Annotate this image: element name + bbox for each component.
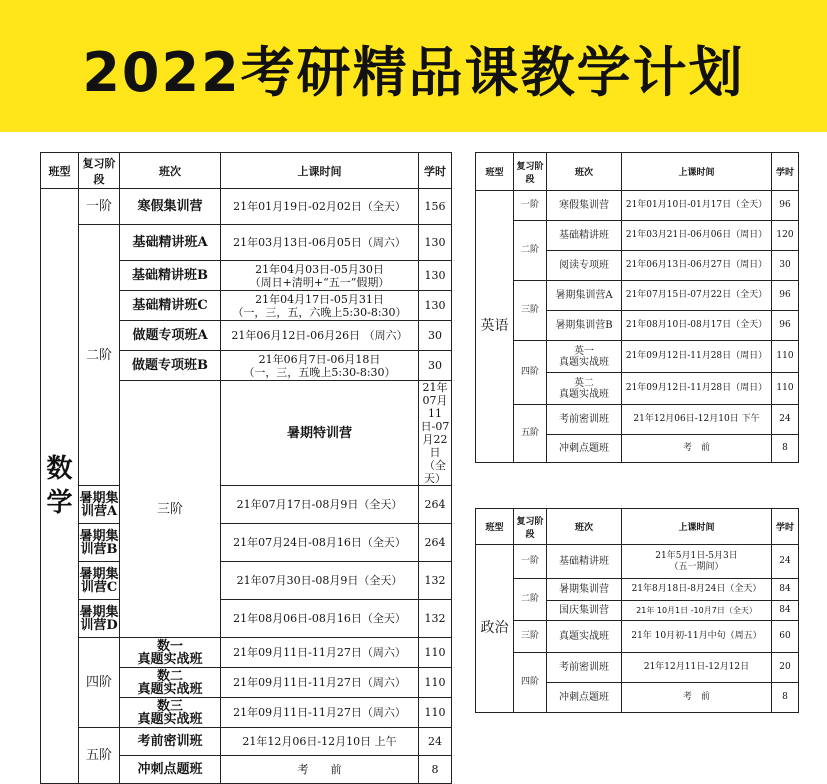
table-row [476,405,799,435]
session-name: 真题实战班 [547,621,622,653]
session-hours: 30 [419,351,452,381]
session-time: 21年01月10日-01月17日（全天） [622,191,772,221]
table-row [41,638,452,668]
table-row [476,545,799,579]
table-row [476,281,799,311]
table-row [41,486,452,524]
session-hours: 130 [419,261,452,291]
session-time: 21年03月21日-06月06日（周日） [622,221,772,251]
politics-schedule-table [475,508,799,713]
session-name: 基础精讲班C [120,291,221,321]
session-hours: 130 [419,291,452,321]
stage-cell: 四阶 [514,653,547,713]
english-schedule-table [475,152,799,463]
session-name: 暑期集训营A [547,281,622,311]
subject-cell: 英语 [476,191,514,463]
session-time: 21年09月12日-11月28日（周日） [622,373,772,405]
session-hours: 30 [419,321,452,351]
header-hours: 学时 [419,153,452,189]
page-title: 2022考研精品课教学计划 [82,41,745,104]
session-hours: 30 [772,251,799,281]
session-time: 21年8月18日-8月24日（全天） [622,579,772,601]
session-hours: 132 [419,600,452,638]
session-hours: 24 [772,405,799,435]
session-name: 暑期集训营B [547,311,622,341]
stage-cell: 四阶 [514,341,547,405]
header-hours: 学时 [772,153,799,191]
stage-cell: 三阶 [120,381,221,638]
session-hours: 264 [419,524,452,562]
session-name: 基础精讲班 [547,545,622,579]
session-time: 21年 10月1日 -10月7日（全天） [622,601,772,621]
stage-cell: 五阶 [514,405,547,463]
session-time: 考 前 [622,435,772,463]
stage-cell: 四阶 [79,638,120,728]
session-time: 21年12月11日-12月12日 [622,653,772,683]
session-time: 21年06月13日-06月27日（周日） [622,251,772,281]
session-hours: 24 [772,545,799,579]
header-session: 班次 [120,153,221,189]
session-name: 基础精讲班A [120,225,221,261]
stage-cell: 一阶 [79,189,120,225]
session-hours: 8 [772,435,799,463]
session-time: 21年07月15日-07月22日（全天） [622,281,772,311]
session-time: 21年5月1日-5月3日 （五一期间） [622,545,772,579]
session-name: 做题专项班A [120,321,221,351]
session-hours: 110 [419,668,452,698]
session-time: 21年12月06日-12月10日 下午 [622,405,772,435]
table-row [41,524,452,562]
session-time: 21年08月10日-08月17日（全天） [622,311,772,341]
session-time: 考 前 [221,756,419,784]
session-time: 21年09月11日-11月27日（周六） [221,668,419,698]
header-class-type: 班型 [476,153,514,191]
session-hours: 96 [772,311,799,341]
stage-cell: 三阶 [514,621,547,653]
math-schedule-table [40,152,452,784]
stage-cell: 三阶 [514,281,547,341]
table-row [476,191,799,221]
session-name: 冲刺点题班 [547,683,622,713]
stage-cell: 一阶 [514,191,547,221]
stage-cell: 一阶 [514,545,547,579]
session-time: 21年07月17日-08月9日（全天） [221,486,419,524]
table-row [476,579,799,601]
session-time: 21年09月11日-11月27日（周六） [221,638,419,668]
session-time: 21年09月11日-11月27日（周六） [221,698,419,728]
session-name: 考前密训班 [120,728,221,756]
session-name: 寒假集训营 [547,191,622,221]
session-name: 暑期集训营A [79,486,120,524]
header-class-time: 上课时间 [622,509,772,545]
session-name: 暑期集训营 [547,579,622,601]
session-time: 21年12月06日-12月10日 上午 [221,728,419,756]
session-time: 21年07月11日-07月22日（全天） [419,381,452,486]
header-review-stage: 复习阶段 [79,153,120,189]
session-name: 暑期特训营 [221,381,419,486]
session-name: 暑期集训营C [79,562,120,600]
session-hours: 84 [772,601,799,621]
session-time: 21年 10月初-11月中旬（周五） [622,621,772,653]
table-row [476,221,799,251]
session-hours: 8 [419,756,452,784]
header-class-type: 班型 [476,509,514,545]
session-hours: 110 [772,341,799,373]
session-hours: 110 [419,638,452,668]
session-time: 21年01月19日-02月02日（全天） [221,189,419,225]
session-hours: 96 [772,191,799,221]
session-time: 21年07月24日-08月16日（全天） [221,524,419,562]
session-name: 英二 真题实战班 [547,373,622,405]
stage-cell: 二阶 [79,225,120,486]
session-name: 数二 真题实战班 [120,668,221,698]
table-row [41,728,452,756]
table-header-row [41,153,452,189]
session-time: 21年06月12日-06月26日 （周六） [221,321,419,351]
session-time: 21年08月06日-08月16日（全天） [221,600,419,638]
session-name: 考前密训班 [547,653,622,683]
session-hours: 84 [772,579,799,601]
session-name: 数一 真题实战班 [120,638,221,668]
session-time: 21年06月7日-06月18日 （一，三，五晚上5:30-8:30） [221,351,419,381]
header-hours: 学时 [772,509,799,545]
title-banner [0,0,827,132]
session-time: 考 前 [622,683,772,713]
stage-cell: 五阶 [79,728,120,784]
table-row [476,341,799,373]
session-name: 英一 真题实战班 [547,341,622,373]
header-session: 班次 [547,153,622,191]
header-review-stage: 复习阶段 [514,509,547,545]
session-hours: 24 [419,728,452,756]
table-row [476,621,799,653]
table-row [41,225,452,261]
table-header-row [476,509,799,545]
session-hours: 8 [772,683,799,713]
stage-cell: 二阶 [514,579,547,621]
session-time: 21年07月30日-08月9日（全天） [221,562,419,600]
session-hours: 156 [419,189,452,225]
session-time: 21年03月13日-06月05日（周六） [221,225,419,261]
table-header-row [476,153,799,191]
table-row [41,562,452,600]
session-name: 做题专项班B [120,351,221,381]
session-hours: 60 [772,621,799,653]
session-hours: 264 [419,486,452,524]
session-name: 冲刺点题班 [120,756,221,784]
session-time: 21年09月12日-11月28日（周日） [622,341,772,373]
session-name: 基础精讲班B [120,261,221,291]
session-time: 21年04月17日-05月31日 （一，三，五，六晚上5:30-8:30） [221,291,419,321]
session-hours: 110 [419,698,452,728]
header-review-stage: 复习阶段 [514,153,547,191]
table-row [476,653,799,683]
session-hours: 120 [772,221,799,251]
session-hours: 132 [419,562,452,600]
table-row [41,600,452,638]
subject-cell: 政治 [476,545,514,713]
session-name: 数三 真题实战班 [120,698,221,728]
session-name: 考前密训班 [547,405,622,435]
session-name: 冲刺点题班 [547,435,622,463]
header-class-time: 上课时间 [622,153,772,191]
session-hours: 20 [772,653,799,683]
header-class-time: 上课时间 [221,153,419,189]
session-name: 暑期集训营B [79,524,120,562]
stage-cell: 二阶 [514,221,547,281]
session-time: 21年04月03日-05月30日 （周日+清明+“五一”假期） [221,261,419,291]
session-hours: 130 [419,225,452,261]
subject-cell: 数学 [41,189,79,784]
session-name: 国庆集训营 [547,601,622,621]
session-hours: 96 [772,281,799,311]
header-class-type: 班型 [41,153,79,189]
session-name: 寒假集训营 [120,189,221,225]
table-row [41,189,452,225]
session-hours: 110 [772,373,799,405]
session-name: 基础精讲班 [547,221,622,251]
session-name: 暑期集训营D [79,600,120,638]
header-session: 班次 [547,509,622,545]
session-name: 阅读专项班 [547,251,622,281]
